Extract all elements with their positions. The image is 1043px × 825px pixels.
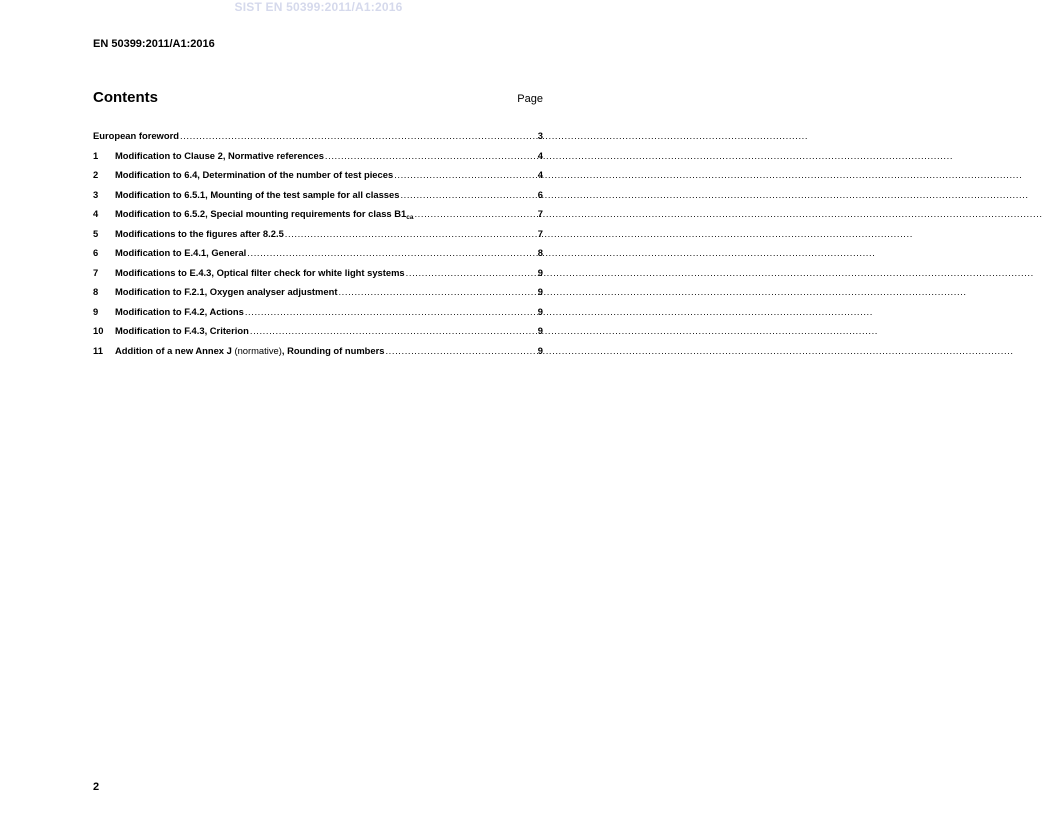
toc-entry-title-end: , Rounding of numbers bbox=[281, 344, 385, 356]
toc-entry-page: 9 bbox=[537, 344, 543, 356]
toc-entry-page: 8 bbox=[537, 247, 543, 258]
toc-entry-number: 8 bbox=[93, 286, 99, 297]
toc-entry[interactable] bbox=[93, 228, 543, 248]
toc-entry-number: 5 bbox=[93, 227, 99, 239]
page-column-label: Page bbox=[517, 93, 543, 105]
toc-entry-number: 10 bbox=[93, 325, 104, 336]
toc-dot-leader bbox=[414, 208, 536, 219]
toc-dot-leader bbox=[406, 267, 537, 278]
toc-entry-page: 7 bbox=[537, 208, 543, 219]
toc-dot-leader bbox=[247, 247, 537, 258]
toc-entry-title: Modification to F.4.3, Criterion bbox=[115, 325, 249, 336]
toc-entry-title: Modifications to the figures after 8.2.5 bbox=[115, 227, 284, 239]
toc-entry[interactable] bbox=[93, 169, 543, 189]
toc-entry[interactable] bbox=[93, 247, 543, 267]
toc-entry-page: 6 bbox=[537, 188, 543, 200]
toc-entry-title-subscript: ca bbox=[406, 214, 414, 221]
toc-entry-page: 9 bbox=[537, 266, 543, 278]
toc-entry-title: Modification to 6.4, Determination of the number of test pieces bbox=[115, 169, 394, 180]
toc-dot-leader bbox=[338, 286, 536, 297]
toc-entry-number: 4 bbox=[93, 208, 99, 219]
toc-entry-title: Modification to Clause 2, Normative references bbox=[115, 149, 324, 161]
toc-entry-page: 4 bbox=[537, 169, 543, 180]
toc-entry[interactable] bbox=[93, 325, 543, 345]
table-of-contents bbox=[93, 130, 543, 364]
toc-entry-title bbox=[115, 208, 413, 221]
toc-entry-title-main: Addition of a new Annex J bbox=[115, 344, 232, 356]
toc-entry[interactable] bbox=[93, 189, 543, 209]
toc-entry[interactable] bbox=[93, 306, 543, 326]
toc-dot-leader bbox=[400, 189, 536, 200]
toc-dot-leader bbox=[250, 325, 537, 336]
toc-dot-leader bbox=[385, 345, 536, 356]
toc-entry-page: 9 bbox=[537, 286, 543, 297]
toc-entry-title-main: Modification to 6.5.2, Special mounting requirements for class B1 bbox=[115, 208, 407, 219]
toc-entry-title bbox=[115, 345, 384, 356]
toc-dot-leader bbox=[394, 169, 537, 180]
watermark: SIST EN 50399:2011/A1:2016 bbox=[234, 0, 403, 14]
toc-entry-title: European foreword bbox=[93, 130, 179, 141]
toc-dot-leader bbox=[180, 130, 537, 141]
toc-entry-title: Modifications to E.4.3, Optical filter check for white light systems bbox=[115, 266, 405, 278]
toc-entry-number: 7 bbox=[93, 266, 99, 278]
toc-entry-title-qualifier: (normative) bbox=[231, 344, 282, 356]
toc-dot-leader bbox=[245, 306, 537, 317]
toc-entry-number: 2 bbox=[93, 169, 99, 180]
toc-entry-page: 3 bbox=[537, 130, 543, 141]
toc-entry[interactable] bbox=[93, 130, 543, 150]
toc-entry-title: Modification to 6.5.1, Mounting of the test sample for all classes bbox=[115, 188, 400, 200]
toc-entry[interactable] bbox=[93, 267, 543, 287]
toc-entry-number: 11 bbox=[93, 344, 103, 356]
toc-entry-page: 9 bbox=[537, 305, 543, 317]
document-id: EN 50399:2011/A1:2016 bbox=[93, 38, 215, 50]
toc-entry-number: 9 bbox=[93, 305, 99, 317]
toc-entry-number: 1 bbox=[93, 149, 99, 161]
page-number: 2 bbox=[93, 781, 100, 793]
toc-entry-number: 6 bbox=[93, 247, 99, 258]
toc-dot-leader bbox=[285, 228, 537, 239]
toc-entry-page: 7 bbox=[537, 227, 543, 239]
toc-entry[interactable] bbox=[93, 286, 543, 306]
toc-entry[interactable] bbox=[93, 345, 543, 365]
toc-entry-title: Modification to E.4.1, General bbox=[115, 247, 247, 258]
toc-entry-title: Modification to F.2.1, Oxygen analyser adjustment bbox=[115, 286, 338, 297]
contents-heading: Contents bbox=[93, 89, 158, 106]
toc-entry-page: 9 bbox=[537, 325, 543, 336]
toc-entry-page: 4 bbox=[537, 149, 543, 161]
toc-entry[interactable] bbox=[93, 208, 543, 228]
toc-entry[interactable] bbox=[93, 150, 543, 170]
toc-entry-title: Modification to F.4.2, Actions bbox=[115, 305, 244, 317]
toc-entry-number: 3 bbox=[93, 188, 99, 200]
toc-dot-leader bbox=[325, 150, 537, 161]
